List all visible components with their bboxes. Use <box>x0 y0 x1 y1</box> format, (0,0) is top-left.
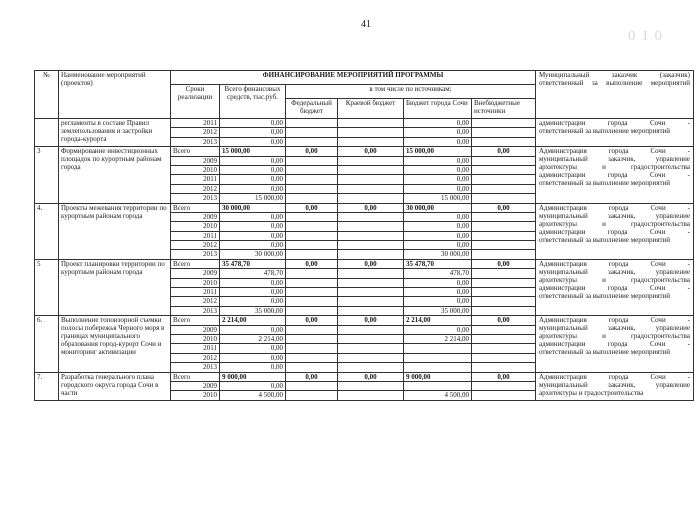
year-city: 0,00 <box>404 184 472 193</box>
year-city: 0,00 <box>404 222 472 231</box>
year-total: 0,00 <box>220 231 286 240</box>
year-city: 0,00 <box>404 212 472 221</box>
year-regional <box>338 128 404 137</box>
year-city: 2 214,00 <box>404 334 472 343</box>
year-total: 0,00 <box>220 128 286 137</box>
year: 2013 <box>171 194 220 203</box>
regional-header: Краевой бюджет <box>338 99 404 119</box>
city-header: Бюджет города Сочи <box>404 99 472 119</box>
year-federal <box>286 325 338 334</box>
year-federal <box>286 297 338 306</box>
year-regional <box>338 325 404 334</box>
year-total: 0,00 <box>220 241 286 250</box>
year: 2010 <box>171 222 220 231</box>
total-label: Всего <box>171 147 220 156</box>
activity-name: Проект планировки территории по курортным районам города <box>59 259 171 315</box>
year-regional <box>338 363 404 372</box>
financing-header: ФИНАНСИРОВАНИЕ МЕРОПРИЯТИЙ ПРОГРАММЫ <box>171 71 536 85</box>
year-regional <box>338 175 404 184</box>
year-city: 478,70 <box>404 269 472 278</box>
year-extra <box>472 231 536 240</box>
year-extra <box>472 128 536 137</box>
year-city: 30 000,00 <box>404 250 472 259</box>
year-federal <box>286 334 338 343</box>
extra-amount: 0,00 <box>472 203 536 212</box>
total-label: Всего <box>171 203 220 212</box>
year-federal <box>286 231 338 240</box>
year-federal <box>286 391 338 400</box>
year-extra <box>472 353 536 362</box>
year-city: 0,00 <box>404 175 472 184</box>
responsible-line: муниципальный заказчик, управление <box>539 155 690 164</box>
year-total: 0,00 <box>220 288 286 297</box>
responsible-line: администрации города Сочи - <box>539 227 690 236</box>
year-regional <box>338 297 404 306</box>
responsible-line: архитектуры и градостроительства <box>539 163 690 172</box>
year-extra <box>472 184 536 193</box>
regional-amount: 0,00 <box>338 316 404 325</box>
federal-amount: 0,00 <box>286 147 338 156</box>
financing-table <box>34 70 694 401</box>
year-total: 35 000,00 <box>220 306 286 315</box>
year-federal <box>286 381 338 390</box>
year-federal <box>286 363 338 372</box>
year: 2009 <box>171 325 220 334</box>
year: 2013 <box>171 306 220 315</box>
responsible-line: архитектуры и градостроительства <box>539 275 690 284</box>
responsible-party <box>536 372 694 400</box>
row-number <box>35 119 59 147</box>
city-amount: 35 478,70 <box>404 259 472 268</box>
responsible-party <box>536 316 694 372</box>
row-number: 3 <box>35 147 59 203</box>
year-city: 0,00 <box>404 165 472 174</box>
responsible-party <box>536 203 694 259</box>
year: 2012 <box>171 241 220 250</box>
year-extra <box>472 306 536 315</box>
year-total: 0,00 <box>220 381 286 390</box>
year-total: 15 000,00 <box>220 194 286 203</box>
responsible-party <box>536 119 694 147</box>
responsible-line: Администрация города Сочи - <box>539 372 690 381</box>
year-total: 0,00 <box>220 325 286 334</box>
year-city <box>404 363 472 372</box>
responsible-line: администрации города Сочи - <box>539 171 690 180</box>
year-federal <box>286 344 338 353</box>
year-regional <box>338 222 404 231</box>
year: 2009 <box>171 269 220 278</box>
year: 2013 <box>171 250 220 259</box>
year-city: 4 500,00 <box>404 391 472 400</box>
responsible-party <box>536 147 694 203</box>
total-header: Всего финансовых средств, тыс.руб. <box>220 85 286 119</box>
year-total: 478,70 <box>220 269 286 278</box>
responsible-line: ответственный за выполнение мероприятий <box>539 127 670 136</box>
responsible-line: администрации города Сочи - <box>539 340 690 349</box>
year-total: 30 000,00 <box>220 250 286 259</box>
total-label: Всего <box>171 259 220 268</box>
activity-name: Выполнение топоизорной съемки полосы побережья Черного моря в границах муниципального образования город-курорт Сочи и мониторинг активизации <box>59 316 171 372</box>
period-header: Сроки реализации <box>171 85 220 119</box>
responsible-line: ответственный за выполнение мероприятий <box>539 179 670 188</box>
year-regional <box>338 119 404 128</box>
year-extra <box>472 137 536 146</box>
year-total: 2 214,00 <box>220 334 286 343</box>
total-label: Всего <box>171 316 220 325</box>
year: 2011 <box>171 344 220 353</box>
year-regional <box>338 391 404 400</box>
total-amount: 15 000,00 <box>220 147 286 156</box>
year-total: 0,00 <box>220 278 286 287</box>
section-total-row <box>35 203 694 212</box>
year-extra <box>472 363 536 372</box>
responsible-line: Администрация города Сочи - <box>539 147 690 156</box>
row-number: 6. <box>35 316 59 372</box>
year-federal <box>286 222 338 231</box>
year-federal <box>286 288 338 297</box>
regional-amount: 0,00 <box>338 372 404 381</box>
page-number: 41 <box>361 19 371 30</box>
year-total: 0,00 <box>220 119 286 128</box>
year-extra <box>472 175 536 184</box>
year-federal <box>286 165 338 174</box>
year: 2011 <box>171 175 220 184</box>
year-federal <box>286 306 338 315</box>
year-total: 0,00 <box>220 165 286 174</box>
year-regional <box>338 184 404 193</box>
responsible-line: архитектуры и градостроительства <box>539 388 644 397</box>
year-total: 0,00 <box>220 297 286 306</box>
year-regional <box>338 231 404 240</box>
year-city: 0,00 <box>404 297 472 306</box>
row-number: 5 <box>35 259 59 315</box>
year-extra <box>472 165 536 174</box>
year: 2011 <box>171 119 220 128</box>
city-amount: 9 000,00 <box>404 372 472 381</box>
year: 2012 <box>171 297 220 306</box>
regional-amount: 0,00 <box>338 259 404 268</box>
year: 2009 <box>171 381 220 390</box>
year-federal <box>286 175 338 184</box>
year: 2010 <box>171 165 220 174</box>
section-total-row <box>35 147 694 156</box>
year-federal <box>286 250 338 259</box>
federal-header: Федеральный бюджет <box>286 99 338 119</box>
year-city: 0,00 <box>404 119 472 128</box>
year-total: 0,00 <box>220 184 286 193</box>
year-federal <box>286 278 338 287</box>
responsible-line: ответственный за выполнение мероприятий <box>539 292 670 301</box>
year-extra <box>472 288 536 297</box>
year-extra <box>472 278 536 287</box>
year-extra <box>472 334 536 343</box>
responsible-line: муниципальный заказчик, управление <box>539 324 690 333</box>
row-number: 4. <box>35 203 59 259</box>
year-regional <box>338 212 404 221</box>
year-federal <box>286 137 338 146</box>
regional-amount: 0,00 <box>338 147 404 156</box>
year-regional <box>338 344 404 353</box>
year-extra <box>472 344 536 353</box>
responsible-line: архитектуры и градостроительства <box>539 219 690 228</box>
year-regional <box>338 288 404 297</box>
extra-amount: 0,00 <box>472 147 536 156</box>
year-extra <box>472 194 536 203</box>
year-extra <box>472 156 536 165</box>
year-city: 0,00 <box>404 278 472 287</box>
responsible-line: администрации города Сочи - <box>539 119 690 127</box>
year: 2012 <box>171 128 220 137</box>
year: 2013 <box>171 363 220 372</box>
total-label: Всего <box>171 372 220 381</box>
year-federal <box>286 119 338 128</box>
responsible-line: муниципальный заказчик, управление <box>539 211 690 220</box>
year-total: 0,00 <box>220 212 286 221</box>
year-city <box>404 353 472 362</box>
year-total: 0,00 <box>220 175 286 184</box>
total-amount: 9 000,00 <box>220 372 286 381</box>
year-federal <box>286 156 338 165</box>
year-city: 0,00 <box>404 325 472 334</box>
year: 2010 <box>171 334 220 343</box>
activity-name: Разработка генерального плана городского округа города Сочи в части <box>59 372 171 400</box>
year-city: 0,00 <box>404 128 472 137</box>
responsible-line: муниципальный заказчик, управление <box>539 380 690 389</box>
year-regional <box>338 156 404 165</box>
year-extra <box>472 381 536 390</box>
extra-amount: 0,00 <box>472 259 536 268</box>
year: 2010 <box>171 278 220 287</box>
col-name-header: Наименование мероприятий (проектов) <box>59 71 171 119</box>
year-federal <box>286 128 338 137</box>
federal-amount: 0,00 <box>286 372 338 381</box>
year-federal <box>286 241 338 250</box>
responsible-line: Администрация города Сочи - <box>539 203 690 212</box>
year-city: 0,00 <box>404 231 472 240</box>
year-regional <box>338 353 404 362</box>
total-amount: 2 214,00 <box>220 316 286 325</box>
year-city: 0,00 <box>404 156 472 165</box>
year-extra <box>472 391 536 400</box>
city-amount: 30 000,00 <box>404 203 472 212</box>
responsible-line: администрации города Сочи - <box>539 284 690 292</box>
year-regional <box>338 241 404 250</box>
year-city: 0,00 <box>404 137 472 146</box>
year-total: 0,00 <box>220 137 286 146</box>
total-amount: 30 000,00 <box>220 203 286 212</box>
year-extra <box>472 222 536 231</box>
year-extra <box>472 297 536 306</box>
year-regional <box>338 334 404 343</box>
year-federal <box>286 212 338 221</box>
city-amount: 15 000,00 <box>404 147 472 156</box>
col-no-header: № <box>35 71 59 119</box>
year-city: 15 000,00 <box>404 194 472 203</box>
extra-amount: 0,00 <box>472 316 536 325</box>
regional-amount: 0,00 <box>338 203 404 212</box>
year-regional <box>338 306 404 315</box>
year-extra <box>472 250 536 259</box>
year-city <box>404 344 472 353</box>
responsible-party <box>536 259 694 315</box>
year: 2012 <box>171 184 220 193</box>
year-city: 0,00 <box>404 288 472 297</box>
year-federal <box>286 194 338 203</box>
year: 2011 <box>171 288 220 297</box>
faded-mark: 0 1 0 <box>628 28 663 44</box>
section-total-row <box>35 316 694 325</box>
responsible-line: ответственный за выполнение мероприятий <box>539 235 670 244</box>
federal-amount: 0,00 <box>286 259 338 268</box>
year-regional <box>338 278 404 287</box>
responsible-line: Администрация города Сочи - <box>539 259 690 268</box>
activity-name: регламенты в составе Правил землепользования и застройки города-курорта <box>59 119 171 147</box>
year-extra <box>472 212 536 221</box>
section-total-row <box>35 259 694 268</box>
year: 2013 <box>171 137 220 146</box>
activity-name: Проекты межевания территории по курортным районам города <box>59 203 171 259</box>
federal-amount: 0,00 <box>286 316 338 325</box>
year-total: 0,00 <box>220 344 286 353</box>
responsible-line: архитектуры и градостроительства <box>539 332 690 341</box>
year: 2009 <box>171 212 220 221</box>
responsible-line: муниципальный заказчик, управление <box>539 267 690 276</box>
year-total: 0,00 <box>220 156 286 165</box>
year-total: 0,00 <box>220 363 286 372</box>
year-row <box>35 119 694 128</box>
row-number: 7. <box>35 372 59 400</box>
year-regional <box>338 250 404 259</box>
customer-header: Муниципальный заказчик (заказчик) ответственный за выполнение мероприятий <box>536 71 694 119</box>
year: 2011 <box>171 231 220 240</box>
year: 2009 <box>171 156 220 165</box>
year-city <box>404 381 472 390</box>
sources-header: в том числе по источникам: <box>286 85 536 99</box>
year-extra <box>472 269 536 278</box>
year-regional <box>338 137 404 146</box>
year-total: 0,00 <box>220 222 286 231</box>
year-regional <box>338 194 404 203</box>
year-total: 4 500,00 <box>220 391 286 400</box>
section-total-row <box>35 372 694 381</box>
city-amount: 2 214,00 <box>404 316 472 325</box>
year-regional <box>338 269 404 278</box>
year-extra <box>472 241 536 250</box>
extra-header: Внебюджетные источники <box>472 99 536 119</box>
activity-name: Формирование инвестиционных площадок по курортным районам города <box>59 147 171 203</box>
year-federal <box>286 184 338 193</box>
extra-amount: 0,00 <box>472 372 536 381</box>
responsible-line: Администрация города Сочи - <box>539 316 690 325</box>
year-regional <box>338 165 404 174</box>
year: 2010 <box>171 391 220 400</box>
year-federal <box>286 353 338 362</box>
year-city: 35 000,00 <box>404 306 472 315</box>
total-amount: 35 478,70 <box>220 259 286 268</box>
year-regional <box>338 381 404 390</box>
year-total: 0,00 <box>220 353 286 362</box>
year-federal <box>286 269 338 278</box>
responsible-line: ответственный за выполнение мероприятий <box>539 348 670 357</box>
year-extra <box>472 325 536 334</box>
federal-amount: 0,00 <box>286 203 338 212</box>
year-extra <box>472 119 536 128</box>
year-city: 0,00 <box>404 241 472 250</box>
year: 2012 <box>171 353 220 362</box>
